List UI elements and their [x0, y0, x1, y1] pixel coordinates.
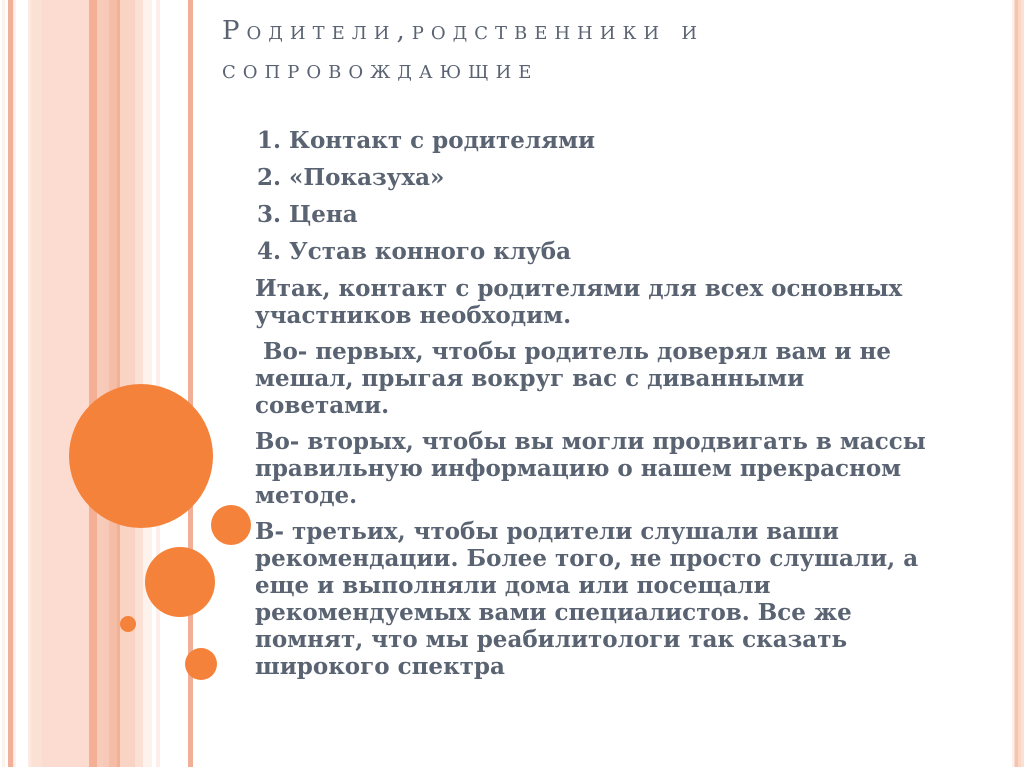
decor-stripe-right	[1012, 0, 1024, 767]
paragraph-1: Итак, контакт с родителями для всех основных участников необходим.	[255, 275, 903, 329]
paragraph-2: Во- первых, чтобы родитель доверял вам и не мешал, прыгая вокруг вас с диванными советами.	[255, 338, 892, 419]
decor-circle-tiny	[120, 616, 136, 632]
list-item-number: 1.	[257, 127, 282, 154]
numbered-list	[257, 127, 931, 265]
slide-title: Родители,родственники и сопровождающие	[222, 16, 705, 85]
decor-circle-large	[69, 384, 213, 528]
list-item-label: Устав конного клуба	[289, 238, 572, 265]
paragraph-4: В- третьих, чтобы родители слушали ваши рекомендации. Более того, не просто слушали, а еще и выполняли дома или посещали рекомендуемых вами специалистов. Все же помнят, что мы реабилитологи так сказать широкого спектра	[255, 518, 919, 680]
list-item-label: «Показуха»	[289, 164, 445, 191]
list-item-number: 3.	[257, 201, 282, 228]
decor-circle-medium	[145, 547, 215, 617]
list-item-1	[257, 127, 931, 154]
list-item-4	[257, 238, 931, 265]
list-item-3	[257, 201, 931, 228]
decor-circle-small-right	[211, 505, 251, 545]
paragraph-3: Во- вторых, чтобы вы могли продвигать в массы правильную информацию о нашем прекрасном методе.	[255, 428, 926, 509]
decor-circle-small-bottom	[185, 648, 217, 680]
list-item-label: Контакт с родителями	[289, 127, 596, 154]
list-item-2	[257, 164, 931, 191]
list-item-label: Цена	[289, 201, 358, 228]
list-item-number: 4.	[257, 238, 282, 265]
slide-body	[255, 127, 931, 689]
list-item-number: 2.	[257, 164, 282, 191]
